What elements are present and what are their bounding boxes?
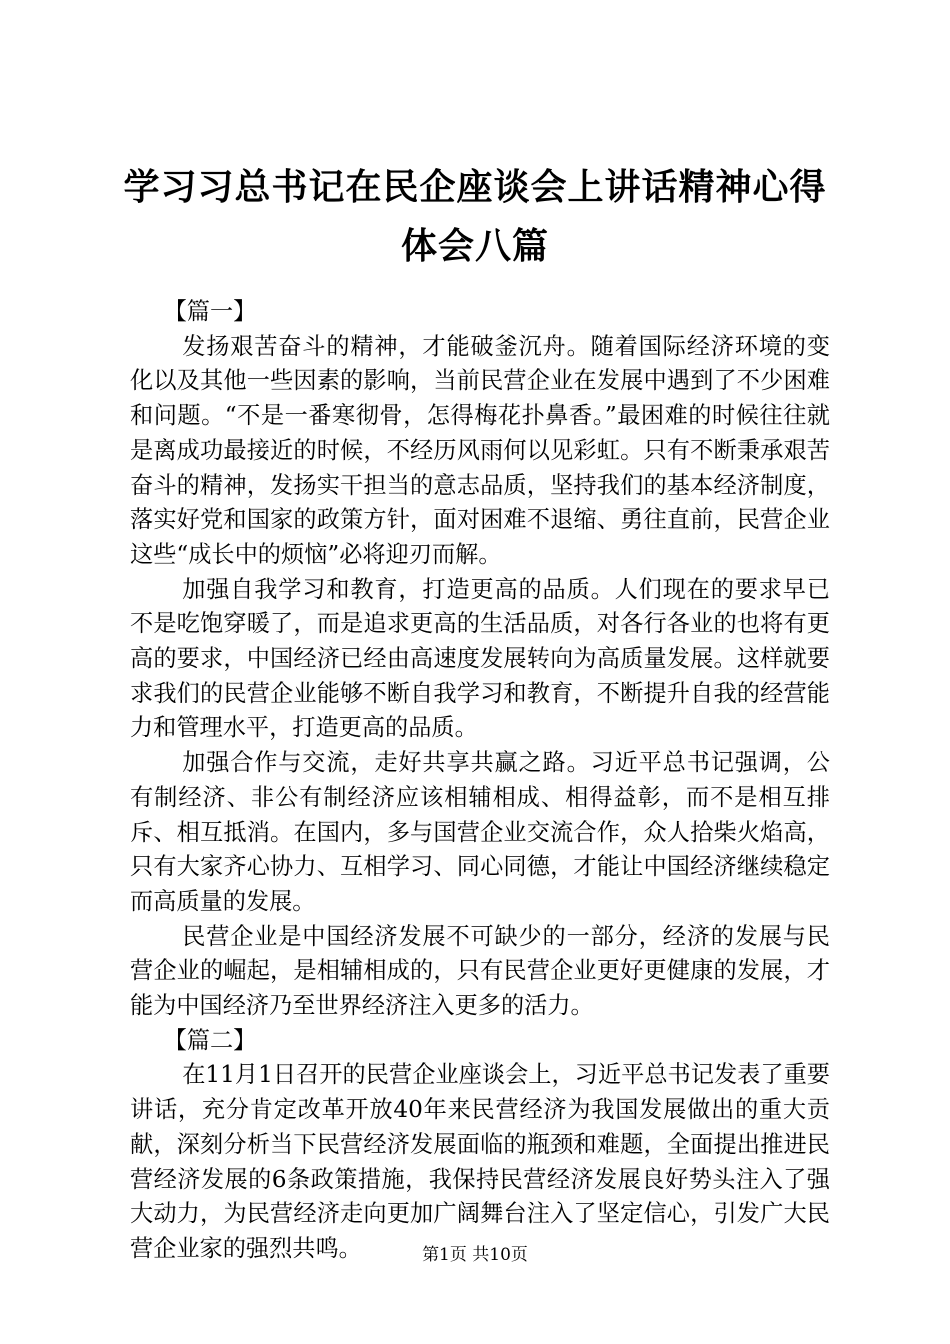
section-heading: 【篇二】 [163, 1026, 257, 1054]
paragraph: 在11月1日召开的民营企业座谈会上，习近平总书记发表了重要讲话，充分肯定改革开放40年来民营经济为我国发展做出的重大贡献，深刻分析当下民营经济发展面临的瓶颈和难题，全面提出推进民营经济发展的6条政策措施，我保持民营经济发展良好势头注入了强大动力，为民营经济走向更加广阔舞台注入了坚定信心，引发广大民营企业家的强烈共鸣。 [130, 1061, 830, 1262]
page-footer: 第1页 共10页 [422, 1245, 528, 1265]
paragraph: 民营企业是中国经济发展不可缺少的一部分，经济的发展与民营企业的崛起，是相辅相成的，只有民营企业更好更健康的发展，才能为中国经济乃至世界经济注入更多的活力。 [130, 922, 830, 1020]
section-heading: 【篇一】 [163, 298, 257, 325]
document-body [130, 295, 830, 1267]
paragraph: 发扬艰苦奋斗的精神，才能破釜沉舟。随着国际经济环境的变化以及其他一些因素的影响，当前民营企业在发展中遇到了不少困难和问题。“不是一番寒彻骨，怎得梅花扑鼻香。”最困难的时候往往就是离成功最接近的时候，不经历风雨何以见彩虹。只有不断秉承艰苦奋斗的精神，发扬实干担当的意志品质，坚持我们的基本经济制度，落实好党和国家的政策方针，面对困难不退缩、勇往直前，民营企业这些“成长中的烦恼”必将迎刃而解。 [130, 332, 830, 568]
paragraph: 加强合作与交流，走好共享共赢之路。习近平总书记强调，公有制经济、非公有制经济应该相辅相成、相得益彰，而不是相互排斥、相互抵消。在国内，多与国营企业交流合作，众人拾柴火焰高，只有大家齐心协力、互相学习、同心同德，才能让中国经济继续稳定而高质量的发展。 [130, 749, 830, 915]
paragraph: 加强自我学习和教育，打造更高的品质。人们现在的要求早已不是吃饱穿暖了，而是追求更高的生活品质，对各行各业的也将有更高的要求，中国经济已经由高速度发展转向为高质量发展。这样就要求我们的民营企业能够不断自我学习和教育，不断提升自我的经营能力和管理水平，打造更高的品质。 [130, 575, 830, 742]
page-title: 学习习总书记在民企座谈会上讲话精神心得体会八篇 [123, 167, 827, 267]
